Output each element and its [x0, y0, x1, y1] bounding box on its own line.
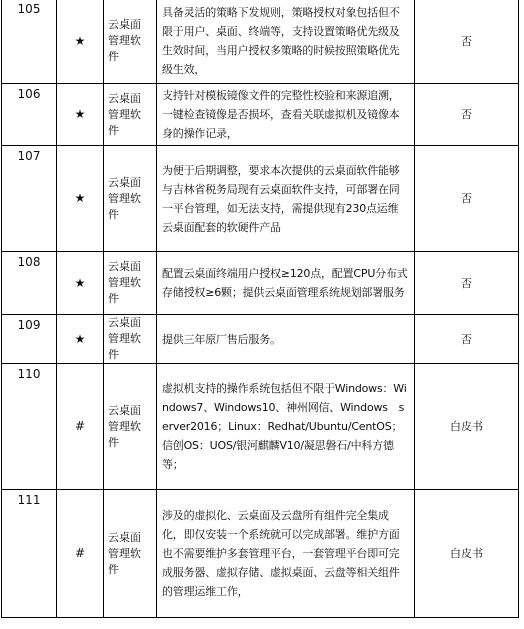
- star-mark-icon: ★: [57, 84, 104, 146]
- table-row: [2, 315, 519, 364]
- description-cell: 提供三年原厂售后服务。: [157, 315, 415, 364]
- table-row: [2, 364, 519, 490]
- description-cell: 支持针对模板镜像文件的完整性校验和来源追溯，一键检查镜像是否损坏，查看关联虚拟机及镜像本身的操作记录，: [157, 84, 415, 146]
- hash-mark-icon: #: [57, 364, 104, 490]
- row-number: 110: [2, 364, 57, 490]
- category-cell: [104, 146, 157, 252]
- hash-mark-icon: #: [57, 490, 104, 618]
- category-text: 云桌面管理软件: [108, 18, 141, 63]
- star-mark-icon: ★: [57, 315, 104, 364]
- response-cell: 否: [415, 146, 519, 252]
- star-mark-icon: ★: [57, 252, 104, 315]
- row-number: 106: [2, 84, 57, 146]
- description-cell: 涉及的虚拟化、云桌面及云盘所有组件完全集成化，即仅安装一个系统就可以完成部署。维护方面也不需要维护多套管理平台，一套管理平台即可完成服务器、虚拟存储、虚拟桌面、云盘等相关组件的管理运维工作，: [157, 490, 415, 618]
- response-cell: 否: [415, 0, 519, 84]
- category-cell: [104, 315, 157, 364]
- description-cell: 配置云桌面终端用户授权≥120点，配置CPU分布式存储授权≥6颗；提供云桌面管理系统规划部署服务: [157, 252, 415, 315]
- requirements-table: [1, 0, 519, 618]
- row-number: 108: [2, 252, 57, 315]
- category-text: 云桌面管理软件: [108, 175, 141, 221]
- table-row: [2, 490, 519, 618]
- category-text: 云桌面管理软件: [108, 260, 141, 305]
- row-number: 107: [2, 146, 57, 252]
- table-row: [2, 0, 519, 84]
- star-mark-icon: ★: [57, 146, 104, 252]
- table-body: [2, 0, 519, 618]
- category-text: 云桌面管理软件: [108, 403, 141, 449]
- response-cell: 否: [415, 252, 519, 315]
- description-cell: 具备灵活的策略下发规则，策略授权对象包括但不限于用户、桌面、终端等，支持设置策略优先级及生效时间，当用户授权多策略的时候按照策略优先级生效，: [157, 0, 415, 84]
- response-cell: 白皮书: [415, 364, 519, 490]
- response-cell: 白皮书: [415, 490, 519, 618]
- table-row: [2, 146, 519, 252]
- table-row: [2, 84, 519, 146]
- category-text: 云桌面管理软件: [108, 91, 141, 137]
- category-text: 云桌面管理软件: [108, 530, 141, 576]
- star-mark-icon: ★: [57, 0, 104, 84]
- category-cell: [104, 84, 157, 146]
- response-cell: 否: [415, 315, 519, 364]
- category-cell: [104, 0, 157, 84]
- description-cell: 为便于后期调整，要求本次提供的云桌面软件能够与吉林省税务局现有云桌面软件支持，可部署在同一平台管理，如无法支持，需提供现有230点运维云桌面配套的软硬件产品: [157, 146, 415, 252]
- response-cell: 否: [415, 84, 519, 146]
- table-row: [2, 252, 519, 315]
- category-cell: [104, 252, 157, 315]
- category-cell: [104, 364, 157, 490]
- row-number: 105: [2, 0, 57, 84]
- category-text: 云桌面管理软件: [108, 316, 141, 361]
- row-number: 111: [2, 490, 57, 618]
- category-cell: [104, 490, 157, 618]
- description-cell: 虚拟机支持的操作系统包括但不限于Windows：Windows7、Windows10、神州网信、Windows server2016；Linux：Redhat/Ubuntu/CentOS；信创OS：UOS/银河麒麟V10/凝思磐石/中科方德等；: [157, 364, 415, 490]
- row-number: 109: [2, 315, 57, 364]
